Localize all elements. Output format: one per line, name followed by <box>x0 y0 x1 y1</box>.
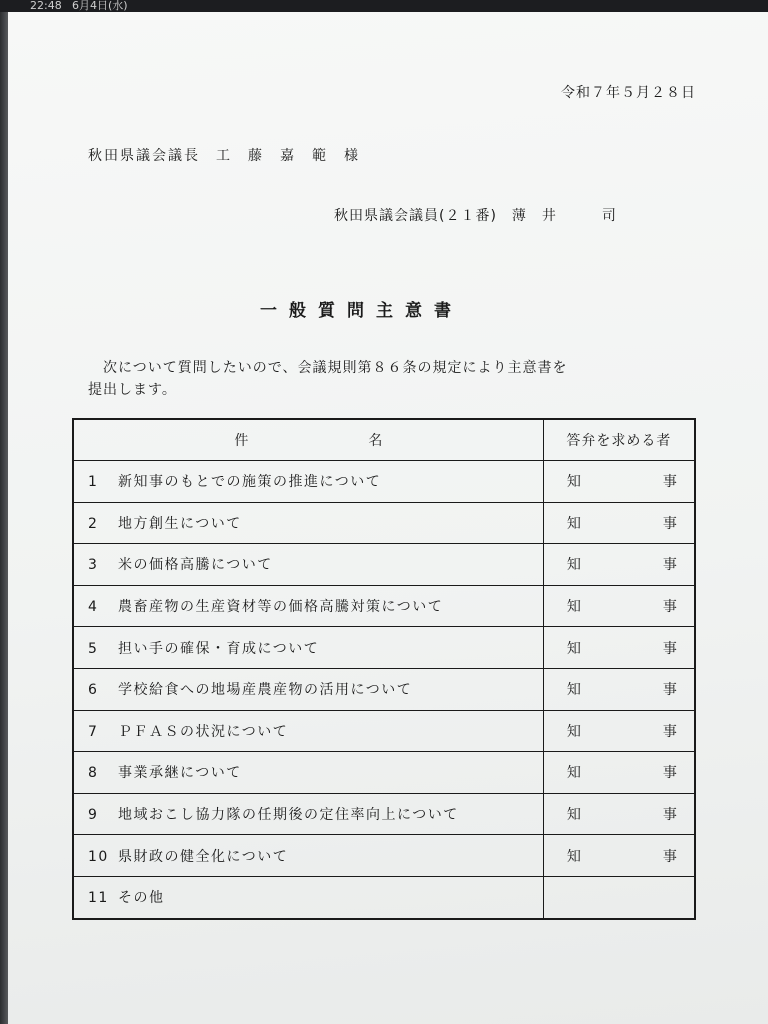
item-subject: ＰＦＡＳの状況について <box>118 723 289 740</box>
table-row <box>73 627 695 669</box>
item-number: 4 <box>88 599 99 616</box>
addressee: 秋田県議会議長 工 藤 嘉 範 様 <box>88 148 360 164</box>
item-respondent-cell <box>543 793 695 835</box>
respondent-char-2: 事 <box>662 640 677 657</box>
document-date: 令和７年５月２８日 <box>561 85 696 101</box>
document-title: 一般質問主意書 <box>260 301 463 321</box>
table-row <box>73 876 695 918</box>
table-row <box>73 793 695 835</box>
respondent-char-1: 知 <box>566 474 581 491</box>
item-subject-cell <box>73 502 543 544</box>
respondent-char-1: 知 <box>566 807 581 824</box>
header-subject-char-1: 件 <box>234 433 249 449</box>
respondent-char-1: 知 <box>566 557 581 574</box>
item-subject-cell <box>73 752 543 794</box>
item-subject-cell <box>73 876 543 918</box>
header-respondent: 答弁を求める者 <box>543 419 695 461</box>
table-row <box>73 461 695 503</box>
header-subject <box>73 419 543 461</box>
respondent-char-2: 事 <box>662 515 677 532</box>
item-subject: 県財政の健全化について <box>118 848 289 865</box>
item-subject-cell <box>73 710 543 752</box>
item-respondent-cell <box>543 835 695 877</box>
item-number: 3 <box>88 557 99 574</box>
item-subject-cell <box>73 544 543 586</box>
item-subject: 学校給食への地場産農産物の活用について <box>118 682 413 699</box>
item-number: 1 <box>88 474 99 491</box>
respondent-char-2: 事 <box>662 474 677 491</box>
item-subject-cell <box>73 835 543 877</box>
document-page <box>8 12 768 1024</box>
item-number: 9 <box>88 807 99 824</box>
item-number: 6 <box>88 682 99 699</box>
item-number: 7 <box>88 723 99 740</box>
respondent-char-1: 知 <box>566 723 581 740</box>
item-respondent-cell <box>543 876 695 918</box>
header-subject-char-2: 名 <box>368 433 383 449</box>
item-subject-cell <box>73 793 543 835</box>
item-respondent-cell <box>543 627 695 669</box>
respondent-char-2: 事 <box>662 807 677 824</box>
item-number: 11 <box>88 890 109 907</box>
respondent-char-1: 知 <box>566 599 581 616</box>
item-subject-cell <box>73 461 543 503</box>
respondent-char-2: 事 <box>662 599 677 616</box>
item-subject-cell <box>73 585 543 627</box>
item-respondent-cell <box>543 752 695 794</box>
respondent-char-1: 知 <box>566 765 581 782</box>
respondent-char-2: 事 <box>662 557 677 574</box>
respondent-char-1: 知 <box>566 640 581 657</box>
respondent-char-2: 事 <box>662 765 677 782</box>
table-row <box>73 502 695 544</box>
respondent-char-1: 知 <box>566 682 581 699</box>
table-row <box>73 752 695 794</box>
intro-line-1: 次について質問したいので、会議規則第８６条の規定により主意書を <box>88 360 568 376</box>
item-respondent-cell <box>543 668 695 710</box>
respondent-char-2: 事 <box>662 682 677 699</box>
table-header-row <box>73 419 695 461</box>
item-subject: 事業承継について <box>118 765 242 782</box>
respondent-char-2: 事 <box>662 723 677 740</box>
item-number: 5 <box>88 640 99 657</box>
item-subject-cell <box>73 627 543 669</box>
table-row <box>73 835 695 877</box>
intro-line-2: 提出します。 <box>88 382 177 398</box>
item-number: 2 <box>88 515 99 532</box>
intro-paragraph <box>88 357 567 401</box>
item-number: 10 <box>88 848 109 865</box>
table-row <box>73 544 695 586</box>
respondent-char-2: 事 <box>662 848 677 865</box>
item-subject: 地域おこし協力隊の任期後の定住率向上について <box>118 807 459 824</box>
respondent-char-1: 知 <box>566 515 581 532</box>
item-subject: 新知事のもとでの施策の推進について <box>118 474 382 491</box>
item-subject: 米の価格高騰について <box>118 557 273 574</box>
item-subject: 地方創生について <box>118 515 242 532</box>
item-respondent-cell <box>543 585 695 627</box>
respondent-char-1: 知 <box>566 848 581 865</box>
question-table <box>72 418 696 920</box>
item-subject: 農畜産物の生産資材等の価格高騰対策について <box>118 599 444 616</box>
submitter: 秋田県議会議員(２１番) 薄 井 司 <box>334 208 617 224</box>
status-date: 6月4日(水) <box>72 0 128 12</box>
item-respondent-cell <box>543 502 695 544</box>
item-subject: 担い手の確保・育成について <box>118 640 320 657</box>
table-row <box>73 710 695 752</box>
status-time: 22:48 <box>30 0 62 12</box>
item-respondent-cell <box>543 461 695 503</box>
item-subject-cell <box>73 668 543 710</box>
item-subject: その他 <box>118 890 165 907</box>
table-row <box>73 585 695 627</box>
item-respondent-cell <box>543 710 695 752</box>
table-row <box>73 668 695 710</box>
item-respondent-cell <box>543 544 695 586</box>
item-number: 8 <box>88 765 99 782</box>
